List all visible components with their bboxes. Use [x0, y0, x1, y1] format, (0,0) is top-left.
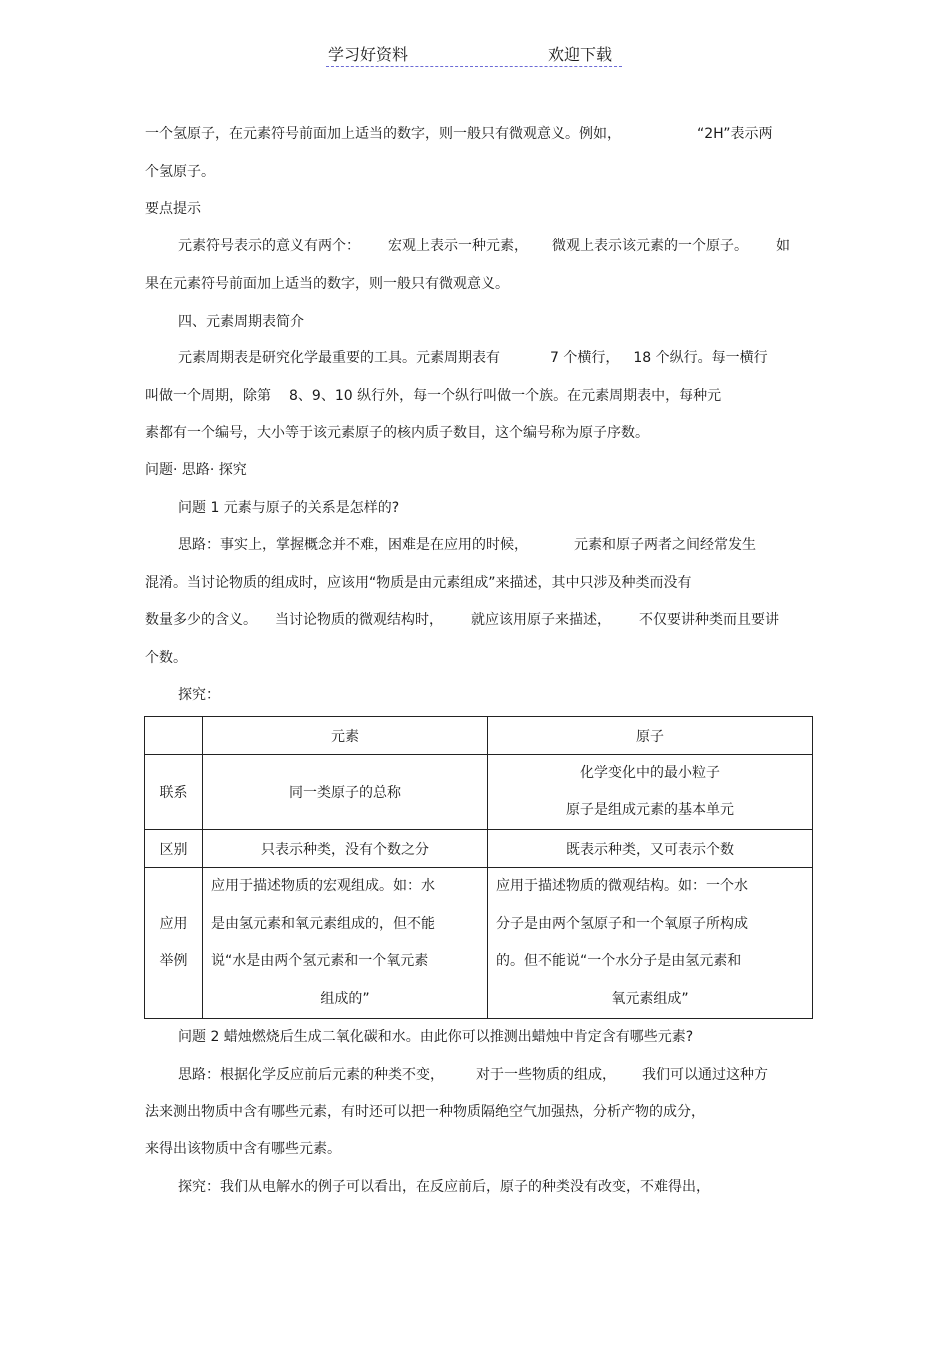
paragraph-line: 来得出该物质中含有哪些元素。 [145, 1141, 341, 1157]
table-cell: 同一类原子的总称 [203, 755, 488, 830]
table-cell: 应用 举例 [145, 868, 203, 1019]
table-cell: 区别 [145, 830, 203, 868]
table-row [145, 830, 813, 868]
paragraph-line: 元素符号表示的意义有两个： 宏观上表示一种元素， 微观上表示该元素的一个原子。 如 [178, 238, 790, 254]
page-header [326, 40, 622, 67]
paragraph-line: 个氢原子。 [145, 164, 215, 180]
table-cell: 只表示种类，没有个数之分 [203, 830, 488, 868]
paragraph-line: 数量多少的含义。 当讨论物质的微观结构时， 就应该用原子来描述， 不仅要讲种类而且要讲 [145, 612, 779, 628]
paragraph-line: 叫做一个周期，除第 8、9、10 纵行外，每一个纵行叫做一个族。在元素周期表中，每种元 [145, 388, 722, 404]
explore-label: 探究： [178, 687, 220, 703]
question-1: 问题 1 元素与原子的关系是怎样的? [178, 500, 400, 516]
paragraph-line: 探究：我们从电解水的例子可以看出，在反应前后，原子的种类没有改变，不难得出， [178, 1179, 710, 1195]
table-cell: 化学变化中的最小粒子 原子是组成元素的基本单元 [488, 755, 813, 830]
table-cell: 联系 [145, 755, 203, 830]
table-cell: 应用于描述物质的微观结构。如：一个水 分子是由两个氢原子和一个氧原子所构成 的。但不能说“一个水分子是由氢元素和 氧元素组成” [488, 868, 813, 1019]
question-2: 问题 2 蜡烛燃烧后生成二氧化碳和水。由此你可以推测出蜡烛中肯定含有哪些元素? [178, 1029, 694, 1045]
table-row [145, 755, 813, 830]
table-header-cell: 原子 [488, 717, 813, 755]
section-heading: 四、元素周期表简介 [178, 314, 304, 330]
header-right-text: 欢迎下载 [548, 45, 613, 64]
paragraph-line: 思路：根据化学反应前后元素的种类不变， 对于一些物质的组成， 我们可以通过这种方 [178, 1067, 768, 1083]
paragraph-line: 素都有一个编号，大小等于该元素原子的核内质子数目，这个编号称为原子序数。 [145, 425, 649, 441]
comparison-table [144, 716, 813, 1019]
table-cell: 应用于描述物质的宏观组成。如：水 是由氢元素和氧元素组成的，但不能 说“水是由两个氢元素和一个氧元素 组成的” [203, 868, 488, 1019]
table-cell: 既表示种类，又可表示个数 [488, 830, 813, 868]
paragraph-line: 法来测出物质中含有哪些元素，有时还可以把一种物质隔绝空气加强热，分析产物的成分， [145, 1104, 705, 1120]
paragraph-line: 个数。 [145, 650, 187, 666]
paragraph-line: 果在元素符号前面加上适当的数字，则一般只有微观意义。 [145, 276, 509, 292]
paragraph-line: 思路：事实上，掌握概念并不难，困难是在应用的时候， 元素和原子两者之间经常发生 [178, 537, 756, 553]
table-row [145, 868, 813, 1019]
section-heading: 要点提示 [145, 201, 201, 217]
table-header-cell [145, 717, 203, 755]
section-heading: 问题· 思路· 探究 [145, 462, 247, 478]
paragraph-line: 混淆。当讨论物质的组成时，应该用“物质是由元素组成”来描述，其中只涉及种类而没有 [145, 575, 692, 591]
table-header-row [145, 717, 813, 755]
paragraph-line: 元素周期表是研究化学最重要的工具。元素周期表有 7 个横行， 18 个纵行。每一横行 [178, 350, 768, 366]
header-left-text: 学习好资料 [328, 45, 409, 64]
table-header-cell: 元素 [203, 717, 488, 755]
paragraph-line: 一个氢原子，在元素符号前面加上适当的数字，则一般只有微观意义。例如， “2H”表示两 [145, 126, 773, 142]
